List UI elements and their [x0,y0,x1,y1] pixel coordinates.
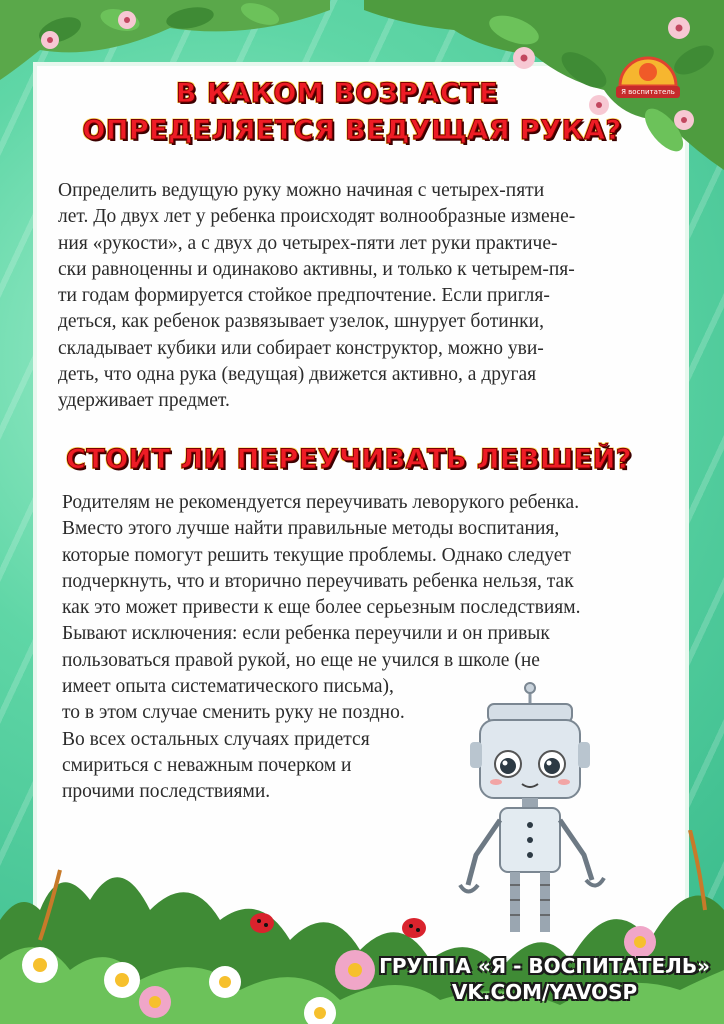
heading-1-line-1: В КАКОМ ВОЗРАСТЕ [175,78,499,109]
paragraph-2-line: то в этом случае сменить руку не поздно. [62,702,405,724]
paragraph-1-line: складывает кубики или собирает конструктор, можно уви- [58,337,544,359]
paragraph-2-line: имеет опыта систематического письма), [62,676,394,698]
paragraph-2-line: пользоваться правой рукой, но еще не учился в школе (не [62,649,540,671]
paragraph-2-line: Бывают исключения: если ребенка переучили и он привык [62,623,550,645]
top-left-branch-decoration [0,0,330,90]
paragraph-1-line: ния «рукости», а с двух до четырех-пяти лет руки практиче- [58,232,558,254]
paragraph-2-line: которые помогут решить текущие проблемы. Однако следует [62,544,571,566]
paragraph-2-line: прочими последствиями. [62,781,271,803]
paragraph-1-line: деть, что одна рука (ведущая) движется активно, а другая [58,364,537,386]
paragraph-1-line: ски равноценны и одинаково активны, и только к четырем-пя- [58,258,575,280]
heading-2: СТОИТ ЛИ ПЕРЕУЧИВАТЬ ЛЕВШЕЙ? [66,444,632,475]
paragraph-2-line: Вместо этого лучше найти правильные методы воспитания, [62,518,560,540]
footer-credit [379,954,710,1004]
paragraph-1-line: Определить ведущую руку можно начиная с четырех-пяти [58,180,545,201]
logo-text: Я воспитатель [621,88,675,96]
heading-1 [0,78,724,146]
paragraph-1 [58,178,678,415]
paragraph-2-line: смириться с неважным почерком и [62,754,352,776]
paragraph-1-line: деться, как ребенок развязывает узелок, шнурует ботинки, [58,311,544,333]
paragraph-1-line: удерживает предмет. [58,390,230,412]
paragraph-2-line: подчеркнуть, что и вторично переучивать ребенка нельзя, так [62,570,574,592]
paragraph-1-line: ти годам формируется стойкое предпочтение. Если пригля- [58,285,550,307]
paragraph-2-line: Родителям не рекомендуется переучивать леворукого ребенка. [62,492,580,513]
paragraph-2-line: Во всех остальных случаях придется [62,728,370,750]
paragraph-1-line: лет. До двух лет у ребенка происходят волнообразные измене- [58,206,576,228]
paragraph-2-line: как это может привести к еще более серьезным последствиям. [62,597,581,619]
heading-1-line-2: ОПРЕДЕЛЯЕТСЯ ВЕДУЩАЯ РУКА? [82,115,622,146]
footer-group-name: ГРУППА «Я - ВОСПИТАТЕЛЬ» [379,954,710,978]
footer-url: VK.COM/YAVOSP [451,980,638,1004]
